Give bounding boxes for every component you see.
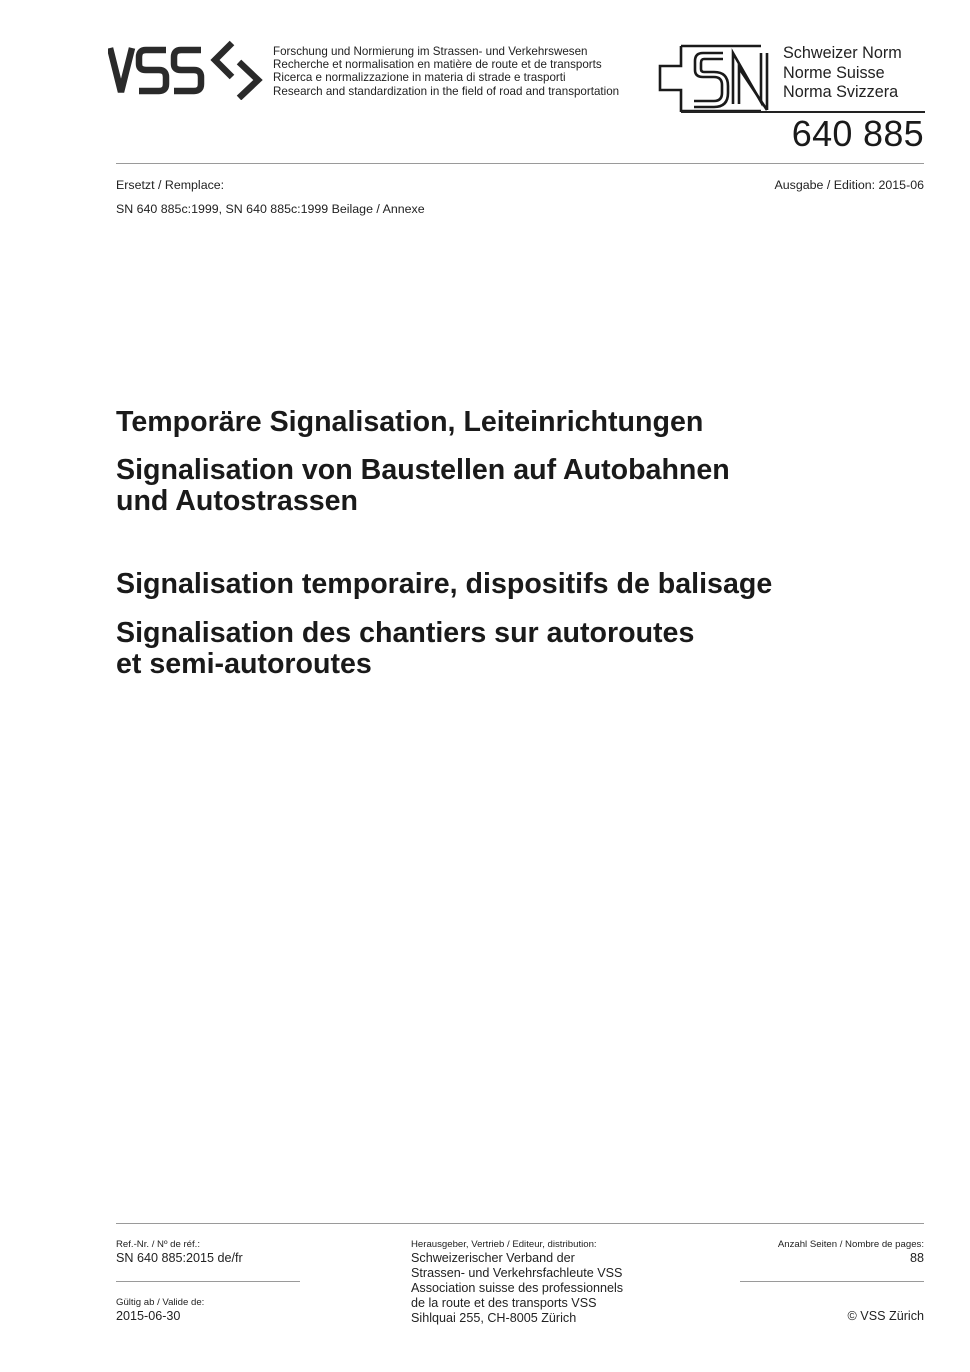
tagline-it: Ricerca e normalizzazione in materia di strade e trasporti [273, 71, 566, 85]
tagline-en: Research and standardization in the field of road and transportation [273, 84, 620, 98]
replaces-label: Ersetzt / Remplace: [116, 178, 225, 192]
title-fr [116, 569, 772, 600]
publisher-line-4: de la route et des transports VSS [411, 1296, 597, 1310]
ref-value: SN 640 885:2015 de/fr [116, 1251, 243, 1265]
tagline-fr: Recherche et normalisation en matière de route et de transports [273, 58, 602, 72]
tagline-de: Forschung und Normierung im Strassen- und Verkehrswesen [273, 45, 588, 58]
sn-name-de: Schweizer Norm [783, 44, 902, 62]
ref-label: Ref.-Nr. / Nº de réf.: [116, 1239, 201, 1250]
title-de-line: Temporäre Signalisation, Leiteinrichtungen [116, 406, 704, 438]
standard-number: 640 885 [791, 113, 924, 154]
publisher-line-3: Association suisse des professionnels [411, 1281, 624, 1295]
subtitle-de-line-1: Signalisation von Baustellen auf Autobahnen [116, 454, 730, 486]
subtitle-fr-line-2: et semi-autoroutes [116, 648, 372, 680]
copyright: © VSS Zürich [847, 1309, 924, 1323]
subtitle-fr [116, 618, 694, 680]
pages-label: Anzahl Seiten / Nombre de pages: [777, 1239, 924, 1250]
pages-value: 88 [909, 1251, 924, 1265]
header-divider [116, 163, 924, 164]
sn-name-it: Norma Svizzera [783, 83, 899, 101]
valid-label: Gültig ab / Valide de: [116, 1297, 205, 1308]
valid-value: 2015-06-30 [116, 1309, 181, 1323]
subtitle-de-line-2: und Autostrassen [116, 485, 359, 517]
vss-logo [108, 40, 266, 100]
publisher-label: Herausgeber, Vertrieb / Editeur, distribution: [411, 1239, 597, 1250]
publisher-line-2: Strassen- und Verkehrsfachleute VSS [411, 1266, 623, 1280]
publisher-address [411, 1251, 623, 1326]
edition-date: Ausgabe / Edition: 2015-06 [774, 178, 924, 192]
ref-divider [116, 1281, 300, 1282]
title-de [116, 407, 703, 438]
sn-name-fr: Norme Suisse [783, 63, 885, 82]
replaces-value: SN 640 885c:1999, SN 640 885c:1999 Beilage / Annexe [116, 202, 425, 216]
sn-logo [657, 44, 779, 112]
publisher-line-1: Schweizerischer Verband der [411, 1251, 575, 1265]
title-fr-line: Signalisation temporaire, dispositifs de balisage [116, 568, 773, 600]
subtitle-fr-line-1: Signalisation des chantiers sur autoroutes [116, 617, 695, 649]
subtitle-de [116, 455, 730, 517]
sn-names [783, 44, 902, 103]
publisher-line-5: Sihlquai 255, CH-8005 Zürich [411, 1311, 577, 1325]
pages-divider [740, 1281, 924, 1282]
vss-tagline [273, 45, 619, 98]
footer-divider [116, 1223, 924, 1224]
